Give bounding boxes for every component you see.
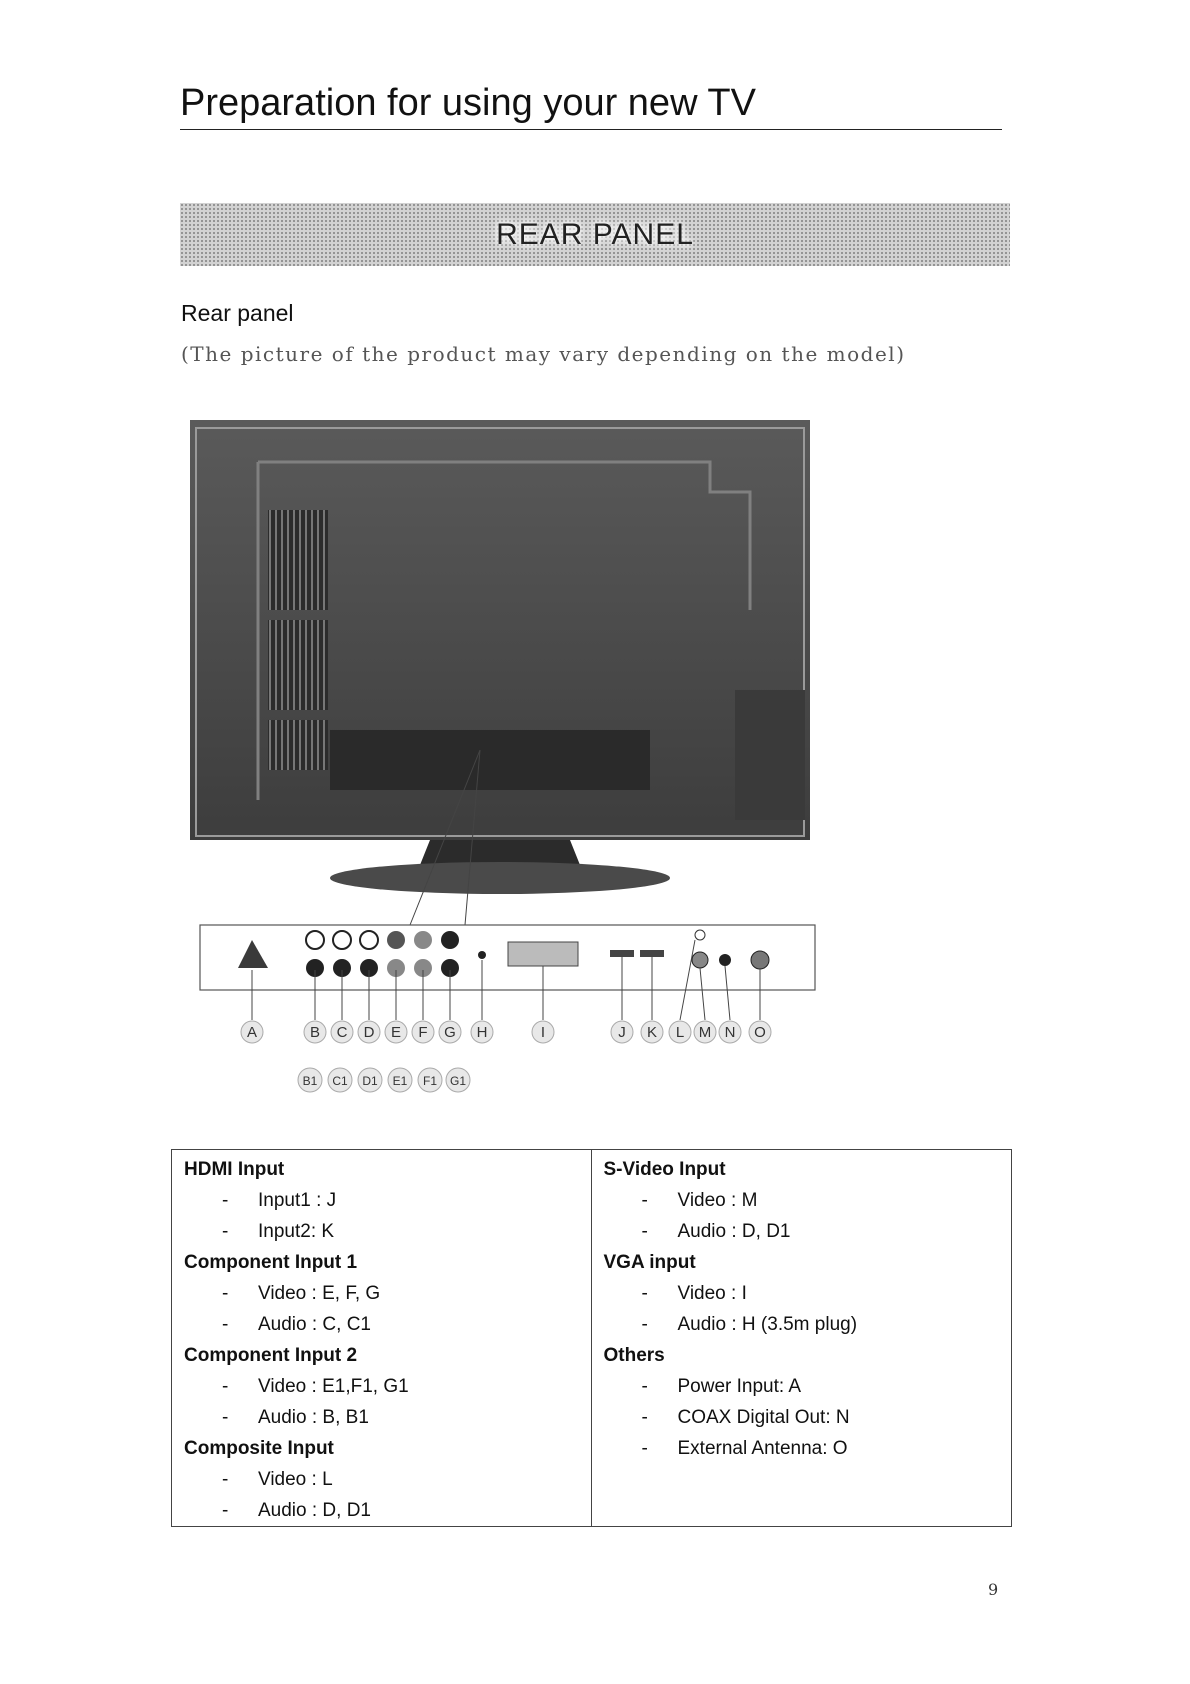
connector-panel bbox=[200, 925, 815, 990]
model-note: (The picture of the product may vary depending on the model) bbox=[181, 342, 906, 366]
list-item-text: Video : E1,F1, G1 bbox=[258, 1376, 409, 1397]
rear-panel-figure bbox=[190, 420, 820, 1120]
dash-bullet: - bbox=[222, 1376, 229, 1397]
list-item-text: Audio : D, D1 bbox=[677, 1221, 791, 1242]
dash-bullet: - bbox=[222, 1190, 229, 1211]
dash-bullet: - bbox=[222, 1314, 229, 1335]
list-item-text: Input2: K bbox=[258, 1221, 335, 1242]
list-item bbox=[184, 1464, 579, 1495]
connector-label: D bbox=[363, 1024, 375, 1041]
list-item bbox=[184, 1402, 579, 1433]
list-item-text: Input1 : J bbox=[258, 1190, 337, 1211]
section-heading: HDMI Input bbox=[184, 1159, 285, 1180]
list-item bbox=[184, 1371, 579, 1402]
section-heading: Others bbox=[603, 1345, 665, 1366]
list-item-text: Audio : B, B1 bbox=[258, 1407, 369, 1428]
connector-label: F bbox=[418, 1024, 428, 1041]
subheading: Rear panel bbox=[181, 300, 294, 326]
list-item bbox=[604, 1433, 1000, 1464]
section-heading: Component Input 1 bbox=[184, 1252, 358, 1273]
dash-bullet: - bbox=[222, 1283, 229, 1304]
connector-label: A bbox=[246, 1024, 258, 1041]
connector-sublabel: G1 bbox=[449, 1074, 467, 1088]
list-item bbox=[184, 1495, 579, 1526]
dash-bullet: - bbox=[641, 1407, 648, 1428]
list-item-text: Audio : C, C1 bbox=[258, 1314, 371, 1335]
connector-sublabel: B1 bbox=[302, 1074, 318, 1088]
table-column-left bbox=[172, 1150, 592, 1526]
dash-bullet: - bbox=[641, 1376, 648, 1397]
list-item bbox=[184, 1185, 579, 1216]
list-item bbox=[604, 1371, 1000, 1402]
list-item bbox=[604, 1278, 1000, 1309]
dash-bullet: - bbox=[641, 1221, 648, 1242]
connector-sub-labels bbox=[298, 1068, 470, 1092]
list-item-text: Video : L bbox=[258, 1469, 333, 1490]
banner-label: REAR PANEL bbox=[496, 217, 694, 251]
list-item-text: Audio : H (3.5m plug) bbox=[677, 1314, 858, 1335]
dash-bullet: - bbox=[641, 1283, 648, 1304]
connector-label: M bbox=[698, 1024, 712, 1041]
page-number: 9 bbox=[988, 1580, 999, 1599]
section-heading: Composite Input bbox=[184, 1438, 334, 1459]
connector-sublabel: C1 bbox=[332, 1074, 348, 1088]
section-banner bbox=[180, 203, 1010, 266]
list-item bbox=[184, 1309, 579, 1340]
tv-rear-image bbox=[190, 420, 810, 925]
connector-sublabel: E1 bbox=[392, 1074, 408, 1088]
list-item-text: Video : I bbox=[677, 1283, 747, 1304]
connector-sublabel: F1 bbox=[422, 1074, 438, 1088]
connector-label: K bbox=[646, 1024, 658, 1041]
connector-label: C bbox=[336, 1024, 348, 1041]
dash-bullet: - bbox=[641, 1438, 648, 1459]
list-item bbox=[604, 1185, 1000, 1216]
connector-label: J bbox=[618, 1024, 626, 1041]
list-item-text: Video : M bbox=[677, 1190, 758, 1211]
connector-label: H bbox=[476, 1024, 488, 1041]
connector-labels bbox=[241, 1021, 771, 1043]
list-item bbox=[184, 1278, 579, 1309]
dash-bullet: - bbox=[641, 1314, 648, 1335]
connector-sublabel: D1 bbox=[362, 1074, 378, 1088]
connector-label: N bbox=[724, 1024, 736, 1041]
dash-bullet: - bbox=[641, 1190, 648, 1211]
connector-label: L bbox=[675, 1024, 685, 1041]
list-item-text: COAX Digital Out: N bbox=[677, 1407, 850, 1428]
connector-label: B bbox=[309, 1024, 321, 1041]
connector-label: E bbox=[390, 1024, 402, 1041]
dash-bullet: - bbox=[222, 1469, 229, 1490]
list-item-text: Power Input: A bbox=[677, 1376, 802, 1397]
section-heading: VGA input bbox=[603, 1252, 696, 1273]
connector-label: G bbox=[444, 1024, 456, 1041]
dash-bullet: - bbox=[222, 1407, 229, 1428]
table-column-right bbox=[592, 1150, 1012, 1526]
section-heading: S-Video Input bbox=[603, 1159, 726, 1180]
dash-bullet: - bbox=[222, 1500, 229, 1521]
list-item bbox=[604, 1309, 1000, 1340]
list-item-text: External Antenna: O bbox=[677, 1438, 848, 1459]
section-heading: Component Input 2 bbox=[184, 1345, 358, 1366]
connector-label: O bbox=[754, 1024, 766, 1041]
list-item bbox=[604, 1216, 1000, 1247]
connector-table bbox=[171, 1149, 1012, 1527]
list-item bbox=[604, 1402, 1000, 1433]
connector-label: I bbox=[540, 1024, 546, 1041]
page-title: Preparation for using your new TV bbox=[180, 82, 1002, 130]
list-item-text: Video : E, F, G bbox=[258, 1283, 381, 1304]
dash-bullet: - bbox=[222, 1221, 229, 1242]
list-item bbox=[184, 1216, 579, 1247]
list-item-text: Audio : D, D1 bbox=[258, 1500, 371, 1521]
